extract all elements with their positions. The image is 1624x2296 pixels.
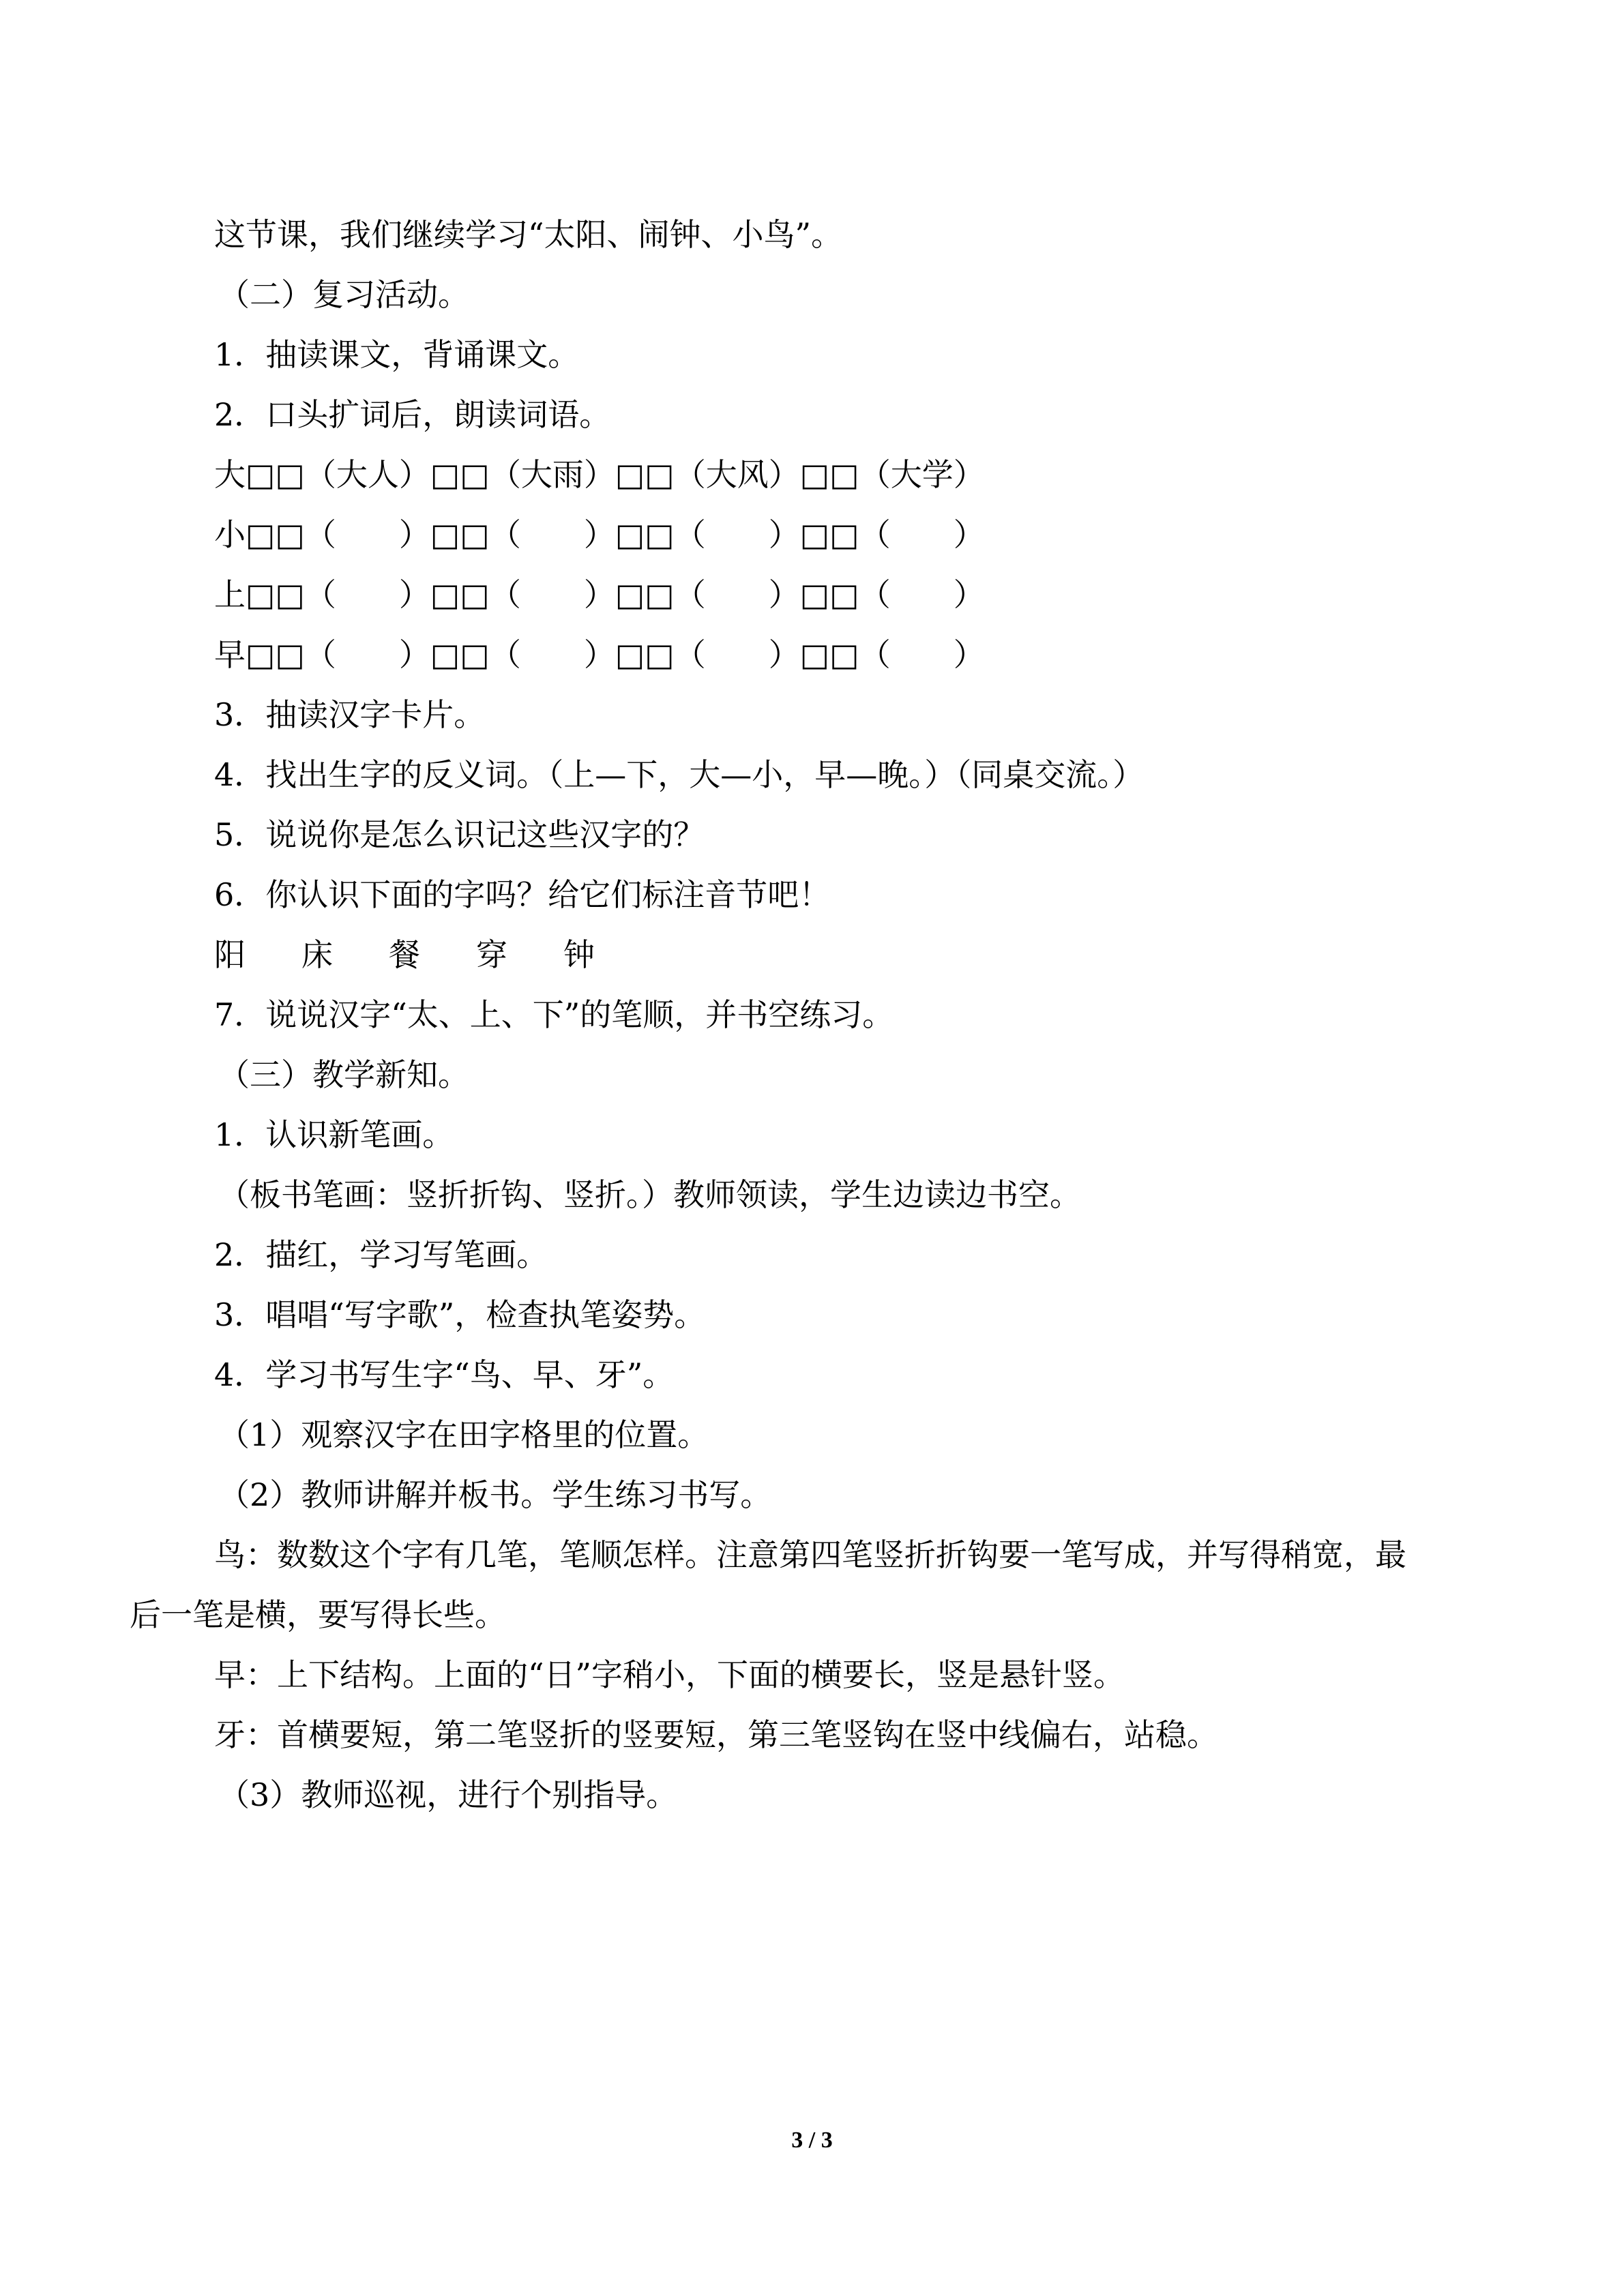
list-item: 1．抽读课文，背诵课文。: [214, 336, 580, 373]
sub-list-item: （1）观察汉字在田字格里的位置。: [218, 1416, 709, 1453]
character: 餐: [389, 936, 420, 973]
word-expansion-row: 小□□（ ）□□（ ）□□（ ）□□（ ）: [214, 516, 985, 553]
character-list: [130, 925, 1494, 985]
list-item: 4．找出生字的反义词。（上—下，大—小，早—晚。）（同桌交流。）: [214, 756, 1145, 793]
list-item: 4．学习书写生字“鸟、早、牙”。: [214, 1356, 675, 1393]
list-item: 2．描红，学习写笔画。: [214, 1236, 548, 1273]
paragraph-niao: 鸟：数数这个字有几笔，笔顺怎样。注意第四笔竖折折钩要一笔写成，并写得稍宽，最: [214, 1536, 1406, 1573]
paragraph-niao-continued: 后一笔是横，要写得长些。: [130, 1596, 506, 1633]
list-item: 3．抽读汉字卡片。: [214, 696, 486, 733]
list-item: 6．你认识下面的字吗？给它们标注音节吧！: [214, 876, 831, 913]
character: 阳: [214, 936, 246, 973]
section-heading-review: （二）复习活动。: [218, 276, 469, 313]
word-expansion-row: 大□□（大人）□□（大雨）□□（大风）□□（大学）: [214, 456, 985, 493]
section-heading-new-knowledge: （三）教学新知。: [218, 1056, 469, 1093]
list-item: 7．说说汉字“太、上、下”的笔顺，并书空练习。: [214, 996, 894, 1033]
list-item: 5．说说你是怎么识记这些汉字的？: [214, 816, 705, 853]
list-item: 2．口头扩词后，朗读词语。: [214, 396, 611, 433]
document-body: [130, 205, 1494, 1825]
character: 床: [301, 936, 333, 973]
paragraph: （板书笔画：竖折折钩、竖折。）教师领读，学生边读边书空。: [218, 1176, 1081, 1213]
paragraph-ya: 牙：首横要短，第二笔竖折的竖要短，第三笔竖钩在竖中线偏右，站稳。: [214, 1716, 1218, 1753]
list-item: 1．认识新笔画。: [214, 1116, 454, 1153]
character: 钟: [563, 936, 595, 973]
paragraph-intro: 这节课，我们继续学习“太阳、闹钟、小鸟”。: [214, 216, 843, 253]
character: 穿: [476, 936, 507, 973]
word-expansion-row: 上□□（ ）□□（ ）□□（ ）□□（ ）: [214, 576, 985, 613]
paragraph-zao: 早：上下结构。上面的“日”字稍小，下面的横要长，竖是悬针竖。: [214, 1656, 1125, 1693]
word-expansion-row: 早□□（ ）□□（ ）□□（ ）□□（ ）: [214, 636, 985, 673]
sub-list-item: （2）教师讲解并板书。学生练习书写。: [218, 1476, 772, 1513]
page-number: 3 / 3: [791, 2128, 833, 2153]
sub-list-item: （3）教师巡视，进行个别指导。: [218, 1776, 678, 1813]
list-item: 3．唱唱“写字歌”，检查执笔姿势。: [214, 1296, 706, 1333]
